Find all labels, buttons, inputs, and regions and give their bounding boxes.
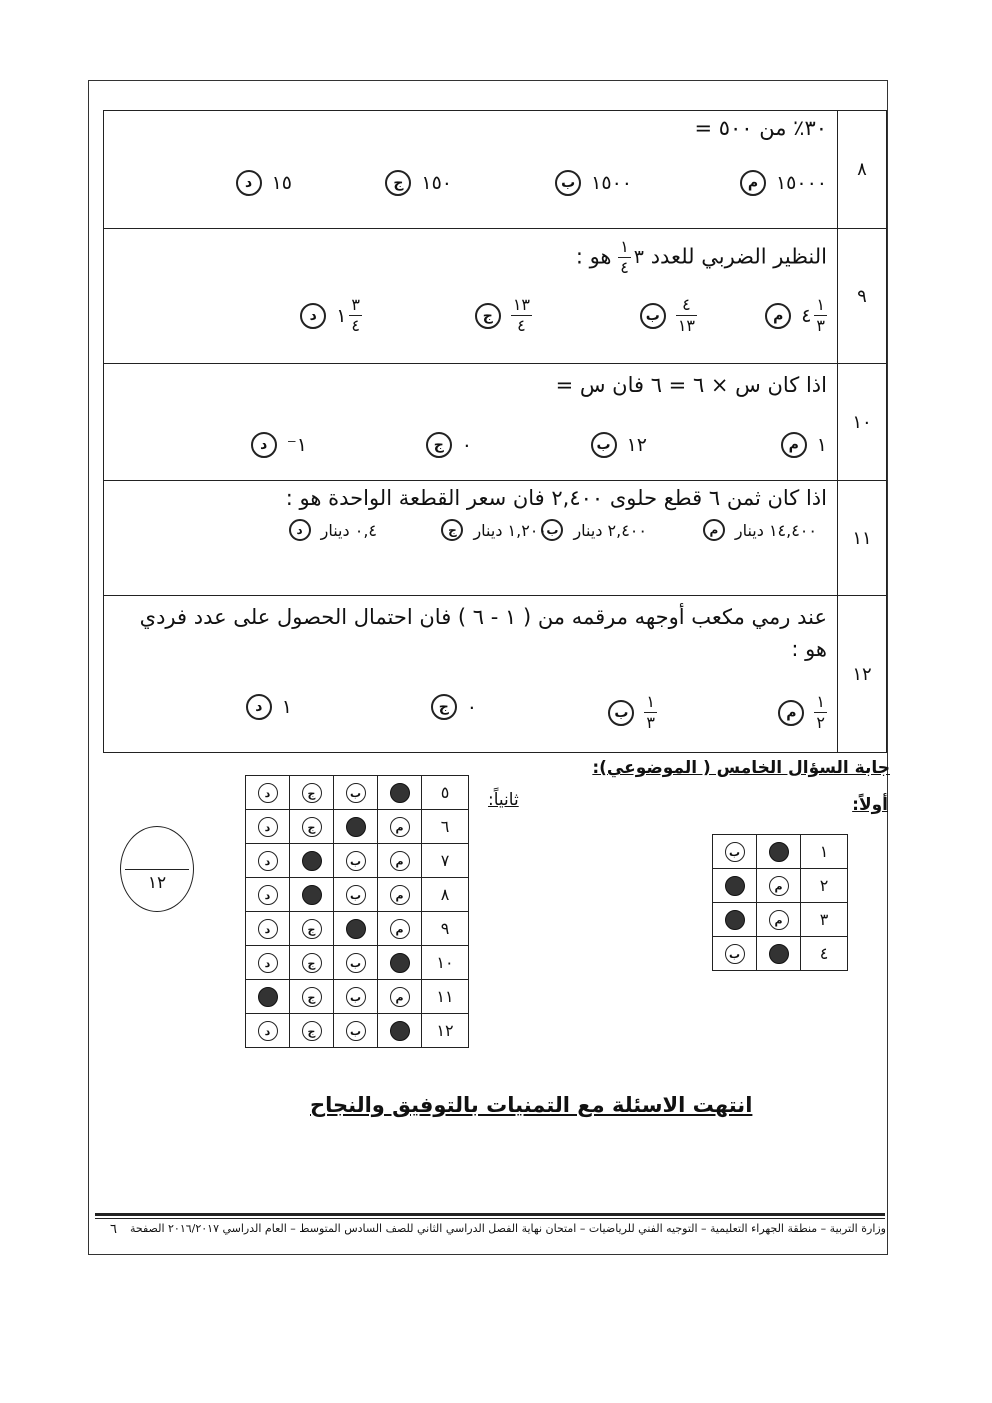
answer-bubble[interactable]: ج bbox=[302, 987, 322, 1007]
option-text: ١٤,٤٠٠ دينار bbox=[734, 520, 817, 540]
mixed-whole: ٤ bbox=[801, 304, 812, 327]
answer-cell bbox=[334, 776, 378, 810]
answer-bubble[interactable]: ب bbox=[346, 953, 366, 973]
option-letter: ب bbox=[608, 700, 634, 726]
selected-bubble[interactable] bbox=[346, 919, 366, 939]
answer-cell bbox=[246, 980, 290, 1014]
selected-bubble[interactable] bbox=[302, 885, 322, 905]
answer-row bbox=[246, 810, 469, 844]
selected-bubble[interactable] bbox=[769, 842, 789, 862]
answer-bubble[interactable]: ج bbox=[302, 953, 322, 973]
selected-bubble[interactable] bbox=[390, 1021, 410, 1041]
answer-cell bbox=[334, 844, 378, 878]
mixed-whole: ١ bbox=[336, 304, 347, 327]
answer-cell bbox=[334, 810, 378, 844]
answer-bubble[interactable]: د bbox=[258, 783, 278, 803]
answer-grid-part-two bbox=[245, 775, 469, 1048]
option-c[interactable] bbox=[441, 519, 547, 541]
answer-cell bbox=[757, 869, 801, 903]
answer-cell bbox=[290, 878, 334, 912]
answer-cell bbox=[378, 810, 422, 844]
footer-text: وزارة التربية – منطقة الجهراء التعليمية – التوجيه الفني للرياضيات – امتحان نهاية الفصل الدراسي الثاني للصف السادس المتوسط – العام الدراسي ٢٠١٦/٢٠١٧ الصفحة bbox=[129, 1222, 886, 1235]
answer-bubble[interactable]: ج bbox=[302, 919, 322, 939]
answer-cell bbox=[290, 912, 334, 946]
option-text: ١ bbox=[281, 696, 292, 718]
fraction bbox=[618, 239, 631, 276]
answer-bubble[interactable]: م bbox=[769, 876, 789, 896]
answer-row bbox=[713, 869, 848, 903]
answer-row bbox=[246, 912, 469, 946]
answer-cell bbox=[378, 912, 422, 946]
row-number: ١٠ bbox=[422, 946, 469, 980]
answer-cell bbox=[378, 946, 422, 980]
answer-grid-part-one bbox=[712, 834, 848, 971]
answer-bubble[interactable]: ب bbox=[346, 783, 366, 803]
answer-bubble[interactable]: م bbox=[769, 910, 789, 930]
row-number: ٦ bbox=[422, 810, 469, 844]
answer-bubble[interactable]: م bbox=[390, 851, 410, 871]
part-two-label: ثانياً: bbox=[488, 790, 519, 810]
answer-cell bbox=[378, 776, 422, 810]
answer-cell bbox=[378, 1014, 422, 1048]
answer-row bbox=[246, 844, 469, 878]
answer-cell bbox=[334, 878, 378, 912]
option-letter: ب bbox=[591, 432, 617, 458]
answer-cell bbox=[334, 980, 378, 1014]
option-value bbox=[801, 297, 827, 334]
answer-bubble[interactable]: م bbox=[390, 987, 410, 1007]
options-row bbox=[104, 432, 837, 468]
answer-bubble[interactable]: ج bbox=[302, 817, 322, 837]
row-number: ١٢ bbox=[422, 1014, 469, 1048]
question-stem: اذا كان س × ٦ = ٦ فان س = bbox=[555, 373, 827, 397]
part-one-label: أولاً: bbox=[852, 795, 888, 815]
answer-row bbox=[246, 1014, 469, 1048]
option-text: ١,٢٠٠ دينار bbox=[473, 520, 547, 540]
option-d[interactable] bbox=[251, 432, 307, 458]
answer-bubble[interactable]: ب bbox=[725, 944, 745, 964]
answer-cell bbox=[713, 937, 757, 971]
numerator: ١ bbox=[816, 692, 825, 711]
answer-row bbox=[246, 980, 469, 1014]
answer-bubble[interactable]: د bbox=[258, 817, 278, 837]
answer-cell bbox=[246, 946, 290, 980]
selected-bubble[interactable] bbox=[302, 851, 322, 871]
answer-key-title: جابة السؤال الخامس ( الموضوعي): bbox=[592, 758, 890, 778]
row-number: ٧ bbox=[422, 844, 469, 878]
question-row bbox=[104, 481, 887, 596]
answer-bubble[interactable]: ب bbox=[346, 885, 366, 905]
option-letter: ب bbox=[640, 303, 666, 329]
answer-bubble[interactable]: د bbox=[258, 953, 278, 973]
option-d[interactable] bbox=[236, 170, 292, 196]
option-letter: د bbox=[251, 432, 277, 458]
answer-cell bbox=[290, 1014, 334, 1048]
answer-bubble[interactable]: د bbox=[258, 885, 278, 905]
answer-row bbox=[713, 835, 848, 869]
answer-row bbox=[713, 937, 848, 971]
option-text: ١٥٠ bbox=[421, 172, 452, 194]
option-value bbox=[511, 297, 532, 334]
closing-message: انتهت الاسئلة مع التمنيات بالتوفيق والنجاح bbox=[310, 1093, 753, 1117]
answer-bubble[interactable]: ب bbox=[346, 1021, 366, 1041]
question-number: ١١ bbox=[838, 481, 887, 596]
mixed-whole: ٣ bbox=[633, 246, 644, 269]
option-letter: د bbox=[236, 170, 262, 196]
question-number: ٩ bbox=[838, 229, 887, 364]
answer-cell bbox=[290, 946, 334, 980]
question-number: ١٠ bbox=[838, 364, 887, 481]
selected-bubble[interactable] bbox=[725, 876, 745, 896]
option-c[interactable] bbox=[385, 170, 452, 196]
selected-bubble[interactable] bbox=[346, 817, 366, 837]
option-c[interactable] bbox=[426, 432, 472, 458]
answer-bubble[interactable]: ج bbox=[302, 783, 322, 803]
score-circle bbox=[120, 826, 194, 912]
numerator: ٣ bbox=[351, 295, 360, 314]
numerator: ١ bbox=[816, 295, 825, 314]
answer-cell bbox=[246, 1014, 290, 1048]
answer-cell bbox=[713, 835, 757, 869]
denominator: ٣ bbox=[646, 713, 655, 732]
options-row bbox=[104, 694, 837, 738]
answer-cell bbox=[757, 937, 801, 971]
option-text: ٠ bbox=[466, 696, 477, 718]
answer-cell bbox=[246, 878, 290, 912]
row-number: ١١ bbox=[422, 980, 469, 1014]
answer-bubble[interactable]: م bbox=[390, 919, 410, 939]
question-stem: ٣٠٪ من ٥٠٠ = bbox=[694, 116, 827, 140]
question-row bbox=[104, 229, 887, 364]
stem-text: هو : bbox=[791, 636, 827, 661]
answer-cell bbox=[378, 878, 422, 912]
stem-text: عند رمي مكعب أوجهه مرقمه من ( ١ - ٦ ) فان احتمال الحصول على عدد فردي bbox=[139, 605, 827, 629]
option-letter: ج bbox=[475, 303, 501, 329]
question-stem bbox=[104, 596, 837, 665]
footer-rule bbox=[95, 1213, 885, 1216]
selected-bubble[interactable] bbox=[725, 910, 745, 930]
option-text: ١٥٠٠٠ bbox=[775, 172, 827, 194]
option-value bbox=[644, 694, 657, 731]
option-text: ٢,٤٠٠ دينار bbox=[573, 520, 647, 540]
option-a[interactable] bbox=[740, 170, 827, 196]
option-a[interactable] bbox=[765, 297, 827, 334]
selected-bubble[interactable] bbox=[390, 783, 410, 803]
option-text: ١ bbox=[816, 434, 827, 456]
selected-bubble[interactable] bbox=[258, 987, 278, 1007]
answer-cell bbox=[334, 946, 378, 980]
row-number: ٢ bbox=[801, 869, 848, 903]
answer-cell bbox=[246, 844, 290, 878]
question-8 bbox=[104, 111, 838, 229]
question-row bbox=[104, 111, 887, 229]
option-d[interactable] bbox=[289, 519, 377, 541]
answer-bubble[interactable]: ب bbox=[346, 851, 366, 871]
option-text: ٠ bbox=[461, 434, 472, 456]
option-letter: د bbox=[289, 519, 311, 541]
option-text: ١⁻ bbox=[286, 434, 307, 456]
numerator: ٤ bbox=[682, 295, 691, 314]
row-number: ٩ bbox=[422, 912, 469, 946]
option-b[interactable] bbox=[591, 432, 647, 458]
answer-cell bbox=[290, 980, 334, 1014]
question-10 bbox=[104, 364, 838, 481]
answer-bubble[interactable]: ج bbox=[302, 1021, 322, 1041]
answer-bubble[interactable]: ب bbox=[725, 842, 745, 862]
answer-cell bbox=[713, 869, 757, 903]
answer-row bbox=[246, 878, 469, 912]
option-a[interactable] bbox=[703, 519, 817, 541]
option-value bbox=[336, 297, 362, 334]
question-row bbox=[104, 364, 887, 481]
question-number: ١٢ bbox=[838, 596, 887, 753]
answer-cell bbox=[757, 903, 801, 937]
question-12 bbox=[104, 596, 838, 753]
option-letter: م bbox=[778, 700, 804, 726]
option-letter: م bbox=[703, 519, 725, 541]
option-letter: م bbox=[740, 170, 766, 196]
answer-cell bbox=[378, 980, 422, 1014]
answer-cell bbox=[334, 1014, 378, 1048]
numerator: ١ bbox=[646, 692, 655, 711]
question-11 bbox=[104, 481, 838, 596]
answer-cell bbox=[334, 912, 378, 946]
options-row bbox=[104, 519, 837, 555]
answer-bubble[interactable]: د bbox=[258, 851, 278, 871]
option-letter: ج bbox=[431, 694, 457, 720]
denominator: ٤ bbox=[620, 258, 629, 277]
answer-bubble[interactable]: د bbox=[258, 1021, 278, 1041]
question-stem: اذا كان ثمن ٦ قطع حلوى ٢,٤٠٠ فان سعر القطعة الواحدة هو : bbox=[285, 486, 827, 510]
selected-bubble[interactable] bbox=[390, 953, 410, 973]
row-number: ٣ bbox=[801, 903, 848, 937]
answer-cell bbox=[757, 835, 801, 869]
questions-table bbox=[103, 110, 887, 753]
option-letter: ج bbox=[385, 170, 411, 196]
page-number: ٦ bbox=[110, 1222, 117, 1237]
row-number: ١ bbox=[801, 835, 848, 869]
stem-mixed-number bbox=[618, 239, 644, 276]
option-letter: م bbox=[781, 432, 807, 458]
answer-bubble[interactable]: د bbox=[258, 919, 278, 939]
answer-cell bbox=[290, 810, 334, 844]
answer-cell bbox=[378, 844, 422, 878]
footer bbox=[96, 1222, 886, 1235]
options-row bbox=[104, 297, 837, 341]
option-a[interactable] bbox=[781, 432, 827, 458]
option-letter: م bbox=[765, 303, 791, 329]
numerator: ١ bbox=[620, 237, 629, 256]
option-c[interactable] bbox=[475, 297, 532, 334]
answer-cell bbox=[246, 912, 290, 946]
answer-cell bbox=[713, 903, 757, 937]
option-text: ١٢ bbox=[626, 434, 647, 456]
answer-cell bbox=[246, 810, 290, 844]
question-row bbox=[104, 596, 887, 753]
row-number: ٥ bbox=[422, 776, 469, 810]
question-9 bbox=[104, 229, 838, 364]
option-text: ١٥ bbox=[271, 172, 292, 194]
answer-cell bbox=[290, 844, 334, 878]
answer-bubble[interactable]: م bbox=[390, 885, 410, 905]
option-letter: ب bbox=[541, 519, 563, 541]
stem-text: النظير الضربي للعدد bbox=[650, 244, 827, 269]
option-a[interactable] bbox=[778, 694, 827, 731]
denominator: ٤ bbox=[351, 316, 360, 335]
answer-row bbox=[246, 776, 469, 810]
answer-row bbox=[713, 903, 848, 937]
answer-cell bbox=[290, 776, 334, 810]
answer-bubble[interactable]: ب bbox=[346, 987, 366, 1007]
footer-rule-thin bbox=[95, 1218, 885, 1219]
row-number: ٨ bbox=[422, 878, 469, 912]
option-text: ١٥٠٠ bbox=[591, 172, 632, 194]
option-d[interactable] bbox=[300, 297, 362, 334]
question-number: ٨ bbox=[838, 111, 887, 229]
options-row bbox=[104, 170, 837, 206]
row-number: ٤ bbox=[801, 937, 848, 971]
denominator: ٤ bbox=[517, 316, 526, 335]
score-value: ١٢ bbox=[147, 873, 167, 893]
stem-text: هو : bbox=[575, 244, 612, 269]
option-b[interactable] bbox=[640, 297, 697, 334]
denominator: ٣ bbox=[816, 316, 825, 335]
answer-bubble[interactable]: م bbox=[390, 817, 410, 837]
answer-cell bbox=[246, 776, 290, 810]
denominator: ٢ bbox=[816, 713, 825, 732]
answer-row bbox=[246, 946, 469, 980]
option-value bbox=[676, 297, 697, 334]
option-value bbox=[814, 694, 827, 731]
option-b[interactable] bbox=[555, 170, 632, 196]
option-d[interactable] bbox=[246, 694, 292, 720]
option-b[interactable] bbox=[608, 694, 657, 731]
selected-bubble[interactable] bbox=[769, 944, 789, 964]
numerator: ١٣ bbox=[512, 295, 530, 314]
option-letter: ب bbox=[555, 170, 581, 196]
option-text: ٠,٤ دينار bbox=[320, 520, 377, 540]
option-letter: د bbox=[300, 303, 326, 329]
option-letter: ج bbox=[441, 519, 463, 541]
option-letter: ج bbox=[426, 432, 452, 458]
option-b[interactable] bbox=[541, 519, 647, 541]
option-letter: د bbox=[246, 694, 272, 720]
question-stem bbox=[104, 229, 837, 276]
option-c[interactable] bbox=[431, 694, 477, 720]
denominator: ١٣ bbox=[677, 316, 695, 335]
